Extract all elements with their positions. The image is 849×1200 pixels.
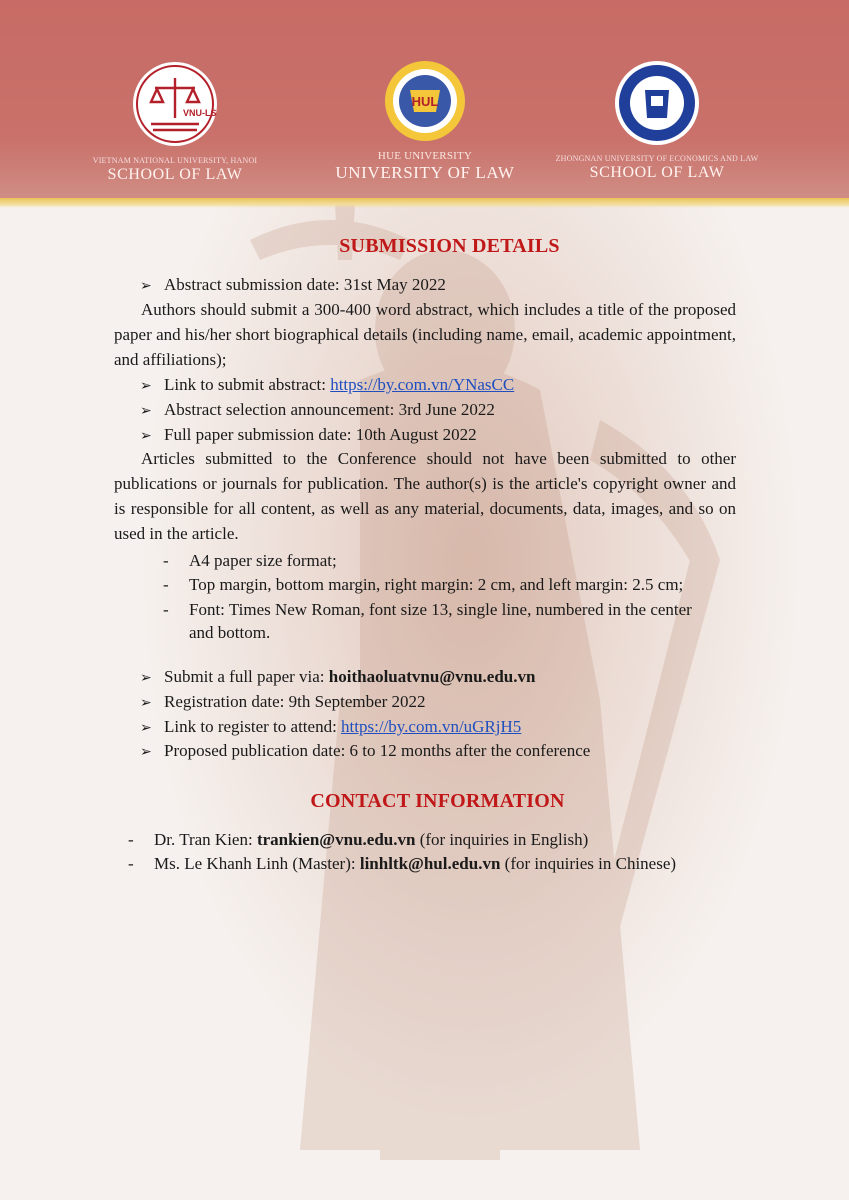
submit-abstract-link[interactable]: https://by.com.vn/YNasCC bbox=[330, 375, 515, 394]
hul-logo-icon bbox=[384, 60, 466, 142]
arrow-bullet-icon: ➢ bbox=[140, 279, 152, 294]
zuel-logo-block bbox=[527, 60, 787, 182]
format-text-0: A4 paper size format; bbox=[189, 551, 337, 570]
articles-paragraph: Articles submitted to the Conference should not have been submitted to other publications or journals for publication. The author(s) is the article's copyright owner and is responsible for all content, as well as any material, documents, data, images, and so on used in the article. bbox=[114, 449, 736, 543]
hul-caption-top: HUE UNIVERSITY bbox=[377, 150, 473, 162]
gold-divider bbox=[0, 198, 849, 208]
arrow-bullet-icon: ➢ bbox=[140, 404, 152, 419]
arrow-bullet-icon: ➢ bbox=[140, 696, 152, 711]
submit-email[interactable]: hoithaoluatvnu@vnu.edu.vn bbox=[328, 667, 536, 686]
svg-text:VNU-LS: VNU-LS bbox=[183, 108, 217, 118]
format-text-1: Top margin, bottom margin, right margin: 2 cm, and left margin: 2.5 cm; bbox=[189, 575, 684, 594]
publication-text: Proposed publication date: 6 to 12 months after the conference bbox=[164, 741, 591, 760]
arrow-bullet-icon: ➢ bbox=[140, 671, 152, 686]
submit-paper-label: Submit a full paper via: bbox=[164, 667, 329, 686]
registration-text: Registration date: 9th September 2022 bbox=[164, 692, 426, 711]
contact-suffix-0: (for inquiries in English) bbox=[415, 830, 589, 849]
contact-suffix-1: (for inquiries in Chinese) bbox=[500, 854, 677, 873]
vnu-ls-logo-block bbox=[45, 60, 305, 184]
abstract-date-text: Abstract submission date: 31st May 2022 bbox=[164, 275, 446, 294]
submit-abstract-link-item bbox=[140, 372, 514, 399]
contact-email-1[interactable]: linhltk@hul.edu.vn bbox=[359, 854, 501, 873]
arrow-bullet-icon: ➢ bbox=[140, 379, 152, 394]
arrow-bullet-icon: ➢ bbox=[140, 429, 152, 444]
format-text-2: Font: Times New Roman, font size 13, single line, numbered in the center bbox=[189, 600, 692, 619]
format-item-continued bbox=[189, 620, 270, 645]
publication-item bbox=[140, 738, 590, 765]
submit-paper-item bbox=[140, 664, 535, 691]
registration-item bbox=[140, 689, 426, 716]
submit-abstract-label: Link to submit abstract: bbox=[164, 375, 331, 394]
abstract-paragraph: Authors should submit a 300-400 word abstract, which includes a title of the proposed paper and his/her short biographical details (including name, email, academic appointment, and affiliations); bbox=[114, 300, 736, 369]
format-item: - A4 paper size format; bbox=[163, 551, 337, 570]
full-paper-item bbox=[140, 422, 477, 449]
abstract-date-item bbox=[140, 272, 446, 299]
hul-logo-block bbox=[295, 60, 555, 183]
register-label: Link to register to attend: bbox=[164, 717, 342, 736]
register-link-item bbox=[140, 714, 521, 741]
zuel-logo-icon bbox=[614, 60, 700, 146]
submission-title: SUBMISSION DETAILS bbox=[339, 235, 560, 257]
vnu-ls-caption-bottom: SCHOOL OF LAW bbox=[107, 166, 243, 183]
contact-item: - Ms. Le Khanh Linh (Master): linhltk@hul.edu.vn (for inquiries in Chinese) bbox=[128, 854, 677, 873]
arrow-bullet-icon: ➢ bbox=[140, 721, 152, 736]
svg-text:HUL: HUL bbox=[411, 94, 439, 109]
format-text-3: and bottom. bbox=[189, 623, 271, 642]
full-paper-text: Full paper submission date: 10th August 2022 bbox=[164, 425, 477, 444]
selection-item bbox=[140, 397, 495, 424]
contact-email-0[interactable]: trankien@vnu.edu.vn bbox=[256, 830, 416, 849]
format-item: - Font: Times New Roman, font size 13, single line, numbered in the center bbox=[163, 600, 692, 619]
contact-item: - Dr. Tran Kien: trankien@vnu.edu.vn (for inquiries in English) bbox=[128, 830, 589, 849]
contact-prefix-1: Ms. Le Khanh Linh (Master): bbox=[154, 854, 360, 873]
vnu-ls-logo-icon bbox=[131, 60, 219, 148]
zuel-caption-top: ZHONGNAN UNIVERSITY OF ECONOMICS AND LAW bbox=[555, 154, 759, 163]
contact-title: CONTACT INFORMATION bbox=[310, 790, 565, 812]
vnu-ls-caption-top: VIETNAM NATIONAL UNIVERSITY, HANOI bbox=[92, 156, 258, 165]
hul-caption-bottom: UNIVERSITY OF LAW bbox=[335, 163, 515, 182]
selection-text: Abstract selection announcement: 3rd June 2022 bbox=[164, 400, 495, 419]
arrow-bullet-icon: ➢ bbox=[140, 745, 152, 760]
register-link[interactable]: https://by.com.vn/uGRjH5 bbox=[341, 717, 522, 736]
format-item: - Top margin, bottom margin, right margin: 2 cm, and left margin: 2.5 cm; bbox=[163, 575, 684, 594]
header-banner bbox=[0, 0, 849, 198]
zuel-caption-bottom: SCHOOL OF LAW bbox=[589, 164, 725, 181]
contact-prefix-0: Dr. Tran Kien: bbox=[154, 830, 257, 849]
